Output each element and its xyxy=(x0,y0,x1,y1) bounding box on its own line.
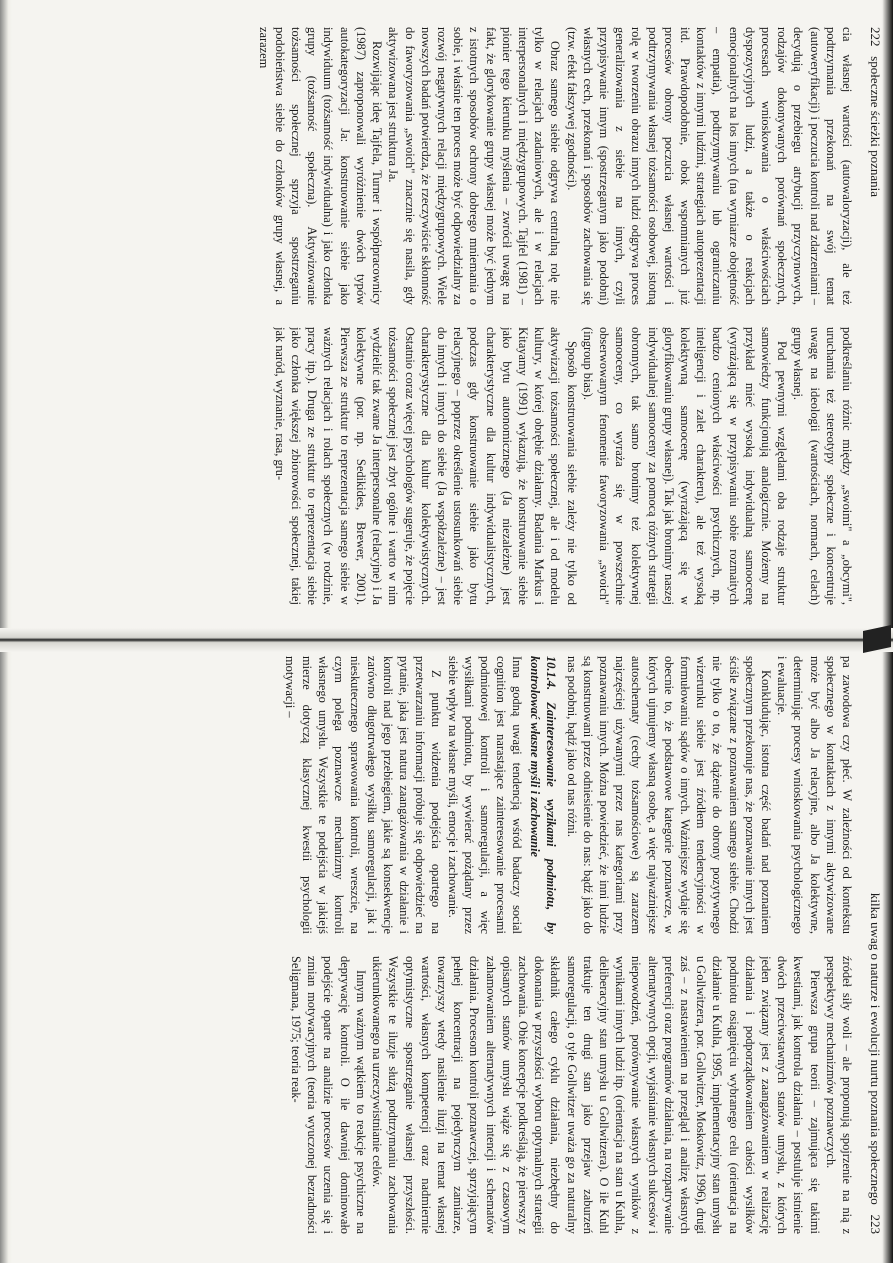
page-223 xyxy=(23,650,883,1240)
paragraph: pa zawodowa czy płeć. W zależności od kontekstu społecznego w kontaktach z innymi aktywizowane może być albo Ja relacyjne, albo Ja kolektywne, determinując procesy wnioskowania psychologicznego i ewaluacje. xyxy=(775,656,854,934)
paragraph: Konkludując, istotna część badań nad poznaniem społecznym przekonuje nas, że poznawanie innych jest ściśle związane z poznawaniem samego siebie. Chodzi nie tylko o to, że dążenie do obrony pozytywnego wizerunku siebie jest źródłem tendencyjności w formułowaniu sądów o innych. Ważniejsze wydaje się obecnie to, że podstawowe kategorie poznawcze, w których ujmujemy własną osobę, a więc najważniejsze autoschematy (cechy tożsamościowe) są zarazem najczęściej używanymi przez nas kategoriami przy poznawaniu innych. Można powiedzieć, że inni ludzie są konstruowani przez odniesienie do nas: bądź jako do nas podobni, bądź jako od nas różni. xyxy=(564,656,773,934)
paragraph: Rozwijając ideę Tajfela, Turner i współpracownicy (1987) zaproponowali wyróżnienie dwóch typów autokategoryzacji Ja: konstruowanie siebie jako indywiduum (tożsamość indywidualna) i jako członka grupy (tożsamość społeczna). Aktywizowanie tożsamości społecznej sprzyja spostrzeganiu podobieństwa siebie do członków grupy własnej, a zarazem xyxy=(256,27,385,305)
running-title-group-222 xyxy=(867,27,883,197)
paragraph: źródeł siły woli – ale proponują spojrzenie na nią z perspektywy mechanizmów poznawczych. xyxy=(823,956,854,1234)
paragraph: Innym ważnym wątkiem to reakcje psychiczne na deprywację kontroli. O ile dawniej dominowało podejście oparte na analizie procesów uczenia się i zmian motywacyjnych (teoria wyuczonej bezradności Seligmana, 1975; teoria reak- xyxy=(289,956,368,1234)
paragraph: Sposób konstruowania siebie zależy nie tylko od aktywizacji tożsamości społecznej, ale i od modelu kultury, w której obrębie działamy. Badania Markus i Kitayamy (1991) wykazują, że konstruowanie siebie jako bytu autonomicznego (Ja niezależne) jest charakterystyczne dla kultur indywidualistycznych, podczas gdy konstruowanie siebie jako bytu relacyjnego – poprzez określenie ustosunkowań siebie do innych i innych do siebie (Ja współzależne) – jest charakterystyczne dla kultur kolektywistycznych. Ostatnio coraz więcej psychologów sugeruje, że pojęcie tożsamości społecznej jest zbyt ogólne i warto w nim wydzielić tak zwane Ja interpersonalne (relacyjne) i Ja kolektywne (por. np. Sedikides, Brewer, 2001). Pierwsza ze struktur to reprezentacja samego siebie w ważnych relacjach i rolach społecznych (w rodzinie, pracy itp.). Druga ze struktur to reprezentacja siebie jako członka większej zbiorowości społecznej, takiej jak naród, wyznanie, rasa, gru- xyxy=(272,327,579,605)
running-head-222 xyxy=(859,21,883,611)
section-heading: 10.1.4. Zainteresowanie wyzikami podmiotu, by kontrolować własne myśli i zachowanie xyxy=(528,656,559,934)
column-right-222 xyxy=(23,327,855,605)
running-title-group-223 xyxy=(867,893,883,1234)
paragraph: podkreślaniu różnic między „swoimi" a „obcymi", uruchamia też stereotypy społeczne i koncentruje uwagę na ideologii (wartościach, normach, celach) grupy własnej. xyxy=(791,327,854,605)
page-number-222: 222 xyxy=(868,27,883,47)
paragraph: Pierwsza grupa teorii – zajmująca się takimi kwestiami, jak kontrola działania – postuluje istnienie dwóch przeciwstawnych stanów umysłu, z których jeden związany jest z zaangażowaniem w realizację działania i podporządkowaniem całości wysiłków podmiotu osiągnięciu wybranego celu (orientacja na działanie u Kuhla, 1995, implementacyjny stan umysłu u Gollwitzera, por. Gollwitzer, Moskowitz, 1996), drugi zaś – z nastawieniem na przegląd i analizę własnych preferencji oraz programów działania, na rozpatrywanie alternatywnych opcji, wyjaśnianie własnych sukcesów i niepowodzeń, porównywanie własnych wyników z wynikami innych ludzi itp. (orientacja na stan u Kuhla, deliberacyjny stan umysłu u Gollwitzera). O ile Kuhl traktuje ten drugi stan jako przejaw zaburzeń samoregulacji, o tyle Gollwitzer uważa go za naturalny składnik całego cyklu działania, niezbędny do dokonania w przyszłości wyboru optymalnych strategii zachowania. Obie koncepcje podkreślają, że pierwszy z opisanych stanów umysłu wiąże się z czasowym zahamowaniem alternatywnych intencji i schematów działania. Procesom kontroli poznawczej, sprzyjającym pełnej koncentracji na pojedynczym zamiarze, towarzyszy wtedy nasilenie iluzji na temat własnej wartości, własnych kompetencji oraz nadmiernie optymistyczne spostrzeganie własnej przyszłości. Wszystkie te iluzje służą podtrzymaniu zachowania ukierunkowanego na urzeczywistnianie celów. xyxy=(370,956,822,1234)
paragraph: cia własnej wartości (autowaloryzacji), ale też podtrzymania przekonań na swój temat (autoweryfikacji) i poczucia kontroli nad zdarzeniami – decydują o przebiegu atrybucji przyczynowych, rodzajów dokonywanych porównań społecznych, procesach wnioskowania o właściwościach dyspozycyjnych ludzi, a także o reakcjach emocjonalnych na los innych (na wymiarze obojętność – empatia), podtrzymywaniu lub ograniczaniu kontaktów z innymi ludźmi, strategiach autoprezentacji itd. Prawdopodobnie, obok wspomnianych już procesów obrony poczucia własnej wartości i podtrzymywania własnej tożsamości osobowej, istotną rolę w tworzeniu obrazu innych ludzi odgrywa proces generalizowania z siebie na innych, czyli przypisywanie innym (spostrzeganym jako podobni) własnych cech, przekonań i sposobów zachowania się (tzw. efekt fałszywej zgodności). xyxy=(564,27,854,305)
column-left-223 xyxy=(23,656,855,934)
running-title-222: społeczne ścieżki poznania xyxy=(868,56,883,198)
paragraph: Z punktu widzenia podejścia opartego na przetwarzaniu informacji próbuje się odpowiedzieć na pytanie, jaka jest natura zaangażowania w działanie i kontroli nad jego przebiegiem, jakie są konsekwencje zarówno długotrwałego wysiłku samoregulacji, jak i nieskutecznego sprawowania kontroli, wreszcie, na czym polega poznawcze mechanizmy kontroli własnego umysłu. Wszystkie te podejścia w jakiejś mierze dotyczą klasycznej kwestii psychologii motywacji – xyxy=(283,656,444,934)
running-title-223: kilka uwag o naturze i ewolucji nurtu poznania społecznego xyxy=(868,892,883,1205)
page-222 xyxy=(23,21,883,611)
column-left-222 xyxy=(23,27,855,305)
running-head-223 xyxy=(859,650,883,1240)
paragraph: Inna godną uwagi tendencją wśród badaczy social cognition jest narastające zainteresowanie procesami podmiotowej kontroli i samoregulacji, a więc wysiłkami podmiotu, by wywierać pożądany przez siebie wpływ na własne myśli, emocje i zachowanie. xyxy=(445,656,525,934)
page-fold xyxy=(0,628,893,652)
paragraph: Pod pewnymi względami oba rodzaje struktur samowiedzy funkcjonują analogicznie. Możemy na przykład mieć wysoką indywidualną samoocenę (wyrażającą się w przypisywaniu sobie rozmaitych bardzo cenionych właściwości psychicznych, np. inteligencji i zalet charakteru), ale też wysoką kolektywną samoocenę (wyrażającą się w gloryfikowaniu grupy własnej). Tak jak bronimy naszej indywidualnej samooceny za pomocą różnych strategii obronnych, tak samo bronimy też kolektywnej samooceny, co wyraża się w powszechnie obserwowanym fenomenie faworyzowania „swoich" (ingroup bias). xyxy=(580,327,790,605)
page-number-223: 223 xyxy=(868,1214,883,1234)
column-right-223 xyxy=(23,956,855,1234)
paragraph: Obraz samego siebie odgrywa centralną rolę nie tylko w relacjach zadaniowych, ale i w relacjach interpersonalnych i międzygrupowych. Tajfel (1981) – pionier tego kierunku myślenia – zwrócił uwagę na fakt, że glorykowanie grupy własnej może być jednym z istotnych sposobów ochrony dobrego mniemania o sobie, i właśnie ten proces może być odpowiedzialny za rozwój negatywnych relacji międzygrupowych. Wiele nowszych badań potwierdza, że rzeczywiście skłonność do faworyzowania „swoich" znacznie się nasila, gdy aktywizowana jest struktura Ja. xyxy=(386,27,563,305)
